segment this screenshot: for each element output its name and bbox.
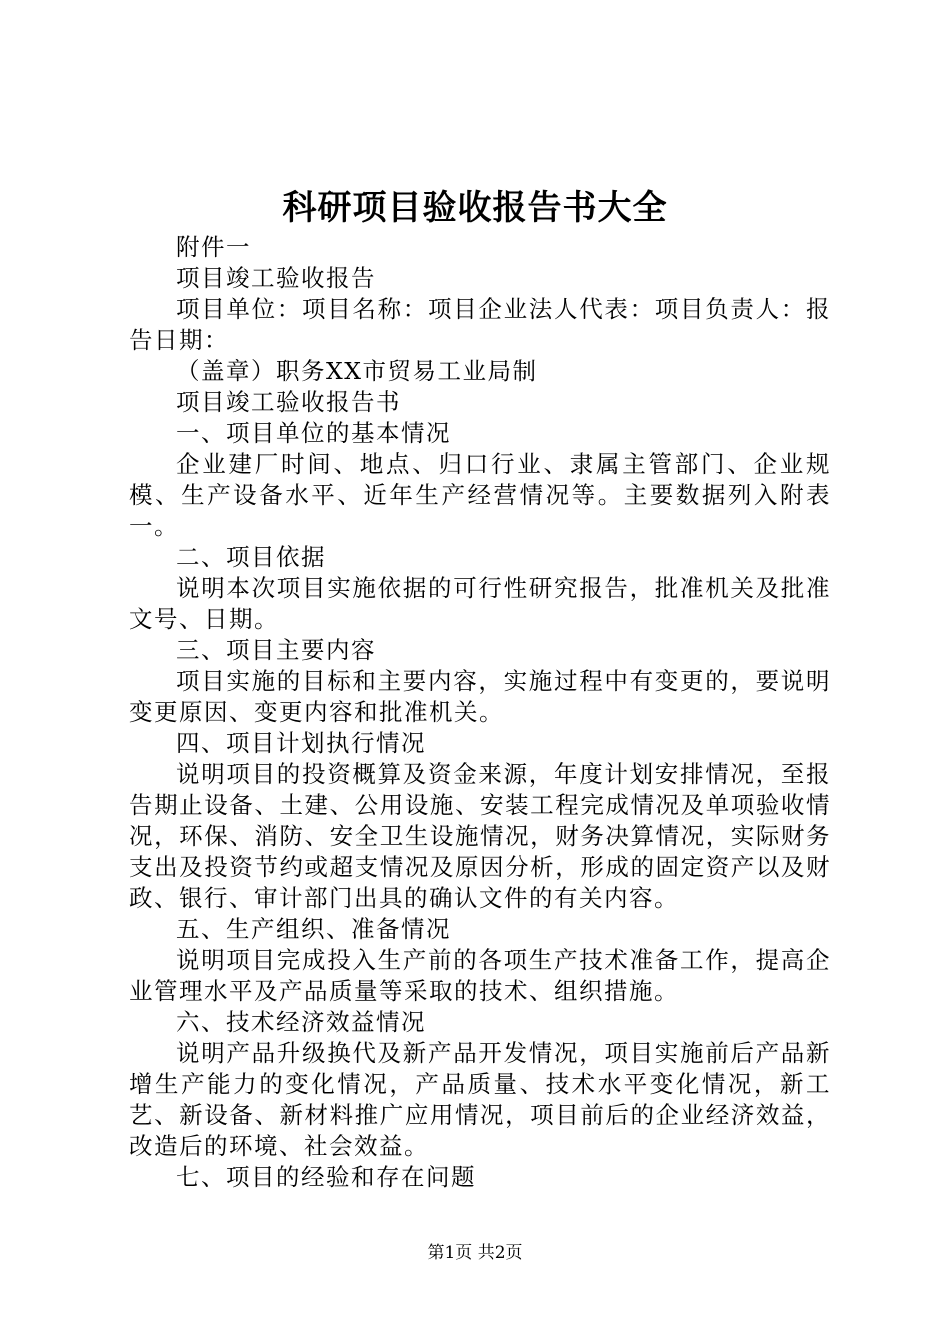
document-body	[129, 232, 831, 1193]
section-heading-7: 七、项目的经验和存在问题	[176, 1163, 476, 1191]
paragraph-seal: （盖章）职务XX市贸易工业局制	[176, 357, 538, 385]
section-heading-1: 一、项目单位的基本情况	[176, 419, 451, 447]
paragraph-project-info: 项目单位：项目名称：项目企业法人代表：项目负责人：报告日期：	[129, 295, 831, 354]
page-footer: 第1页 共2页	[427, 1243, 523, 1263]
section-heading-5: 五、生产组织、准备情况	[176, 915, 451, 943]
section-heading-3: 三、项目主要内容	[176, 636, 376, 664]
paragraph-report-name: 项目竣工验收报告	[176, 264, 376, 292]
section-body-3: 项目实施的目标和主要内容，实施过程中有变更的，要说明变更原因、变更内容和批准机关。	[129, 667, 831, 726]
section-heading-4: 四、项目计划执行情况	[176, 729, 426, 757]
section-heading-2: 二、项目依据	[176, 543, 326, 571]
document-title: 科研项目验收报告书大全	[282, 188, 668, 228]
section-body-5: 说明项目完成投入生产前的各项生产技术准备工作，提高企业管理水平及产品质量等采取的技术、组织措施。	[129, 946, 831, 1005]
paragraph-report-book: 项目竣工验收报告书	[176, 388, 401, 416]
section-body-2: 说明本次项目实施依据的可行性研究报告，批准机关及批准文号、日期。	[129, 574, 831, 633]
section-body-6: 说明产品升级换代及新产品开发情况，项目实施前后产品新增生产能力的变化情况，产品质量、技术水平变化情况，新工艺、新设备、新材料推广应用情况，项目前后的企业经济效益，改造后的环境、社会效益。	[129, 1039, 831, 1160]
section-body-4: 说明项目的投资概算及资金来源，年度计划安排情况，至报告期止设备、土建、公用设施、安装工程完成情况及单项验收情况，环保、消防、安全卫生设施情况，财务决算情况，实际财务支出及投资节约或超支情况及原因分析，形成的固定资产以及财政、银行、审计部门出具的确认文件的有关内容。	[129, 760, 831, 912]
paragraph-attachment: 附件一	[176, 233, 251, 261]
section-heading-6: 六、技术经济效益情况	[176, 1008, 426, 1036]
section-body-1: 企业建厂时间、地点、归口行业、隶属主管部门、企业规模、生产设备水平、近年生产经营情况等。主要数据列入附表一。	[129, 450, 831, 540]
